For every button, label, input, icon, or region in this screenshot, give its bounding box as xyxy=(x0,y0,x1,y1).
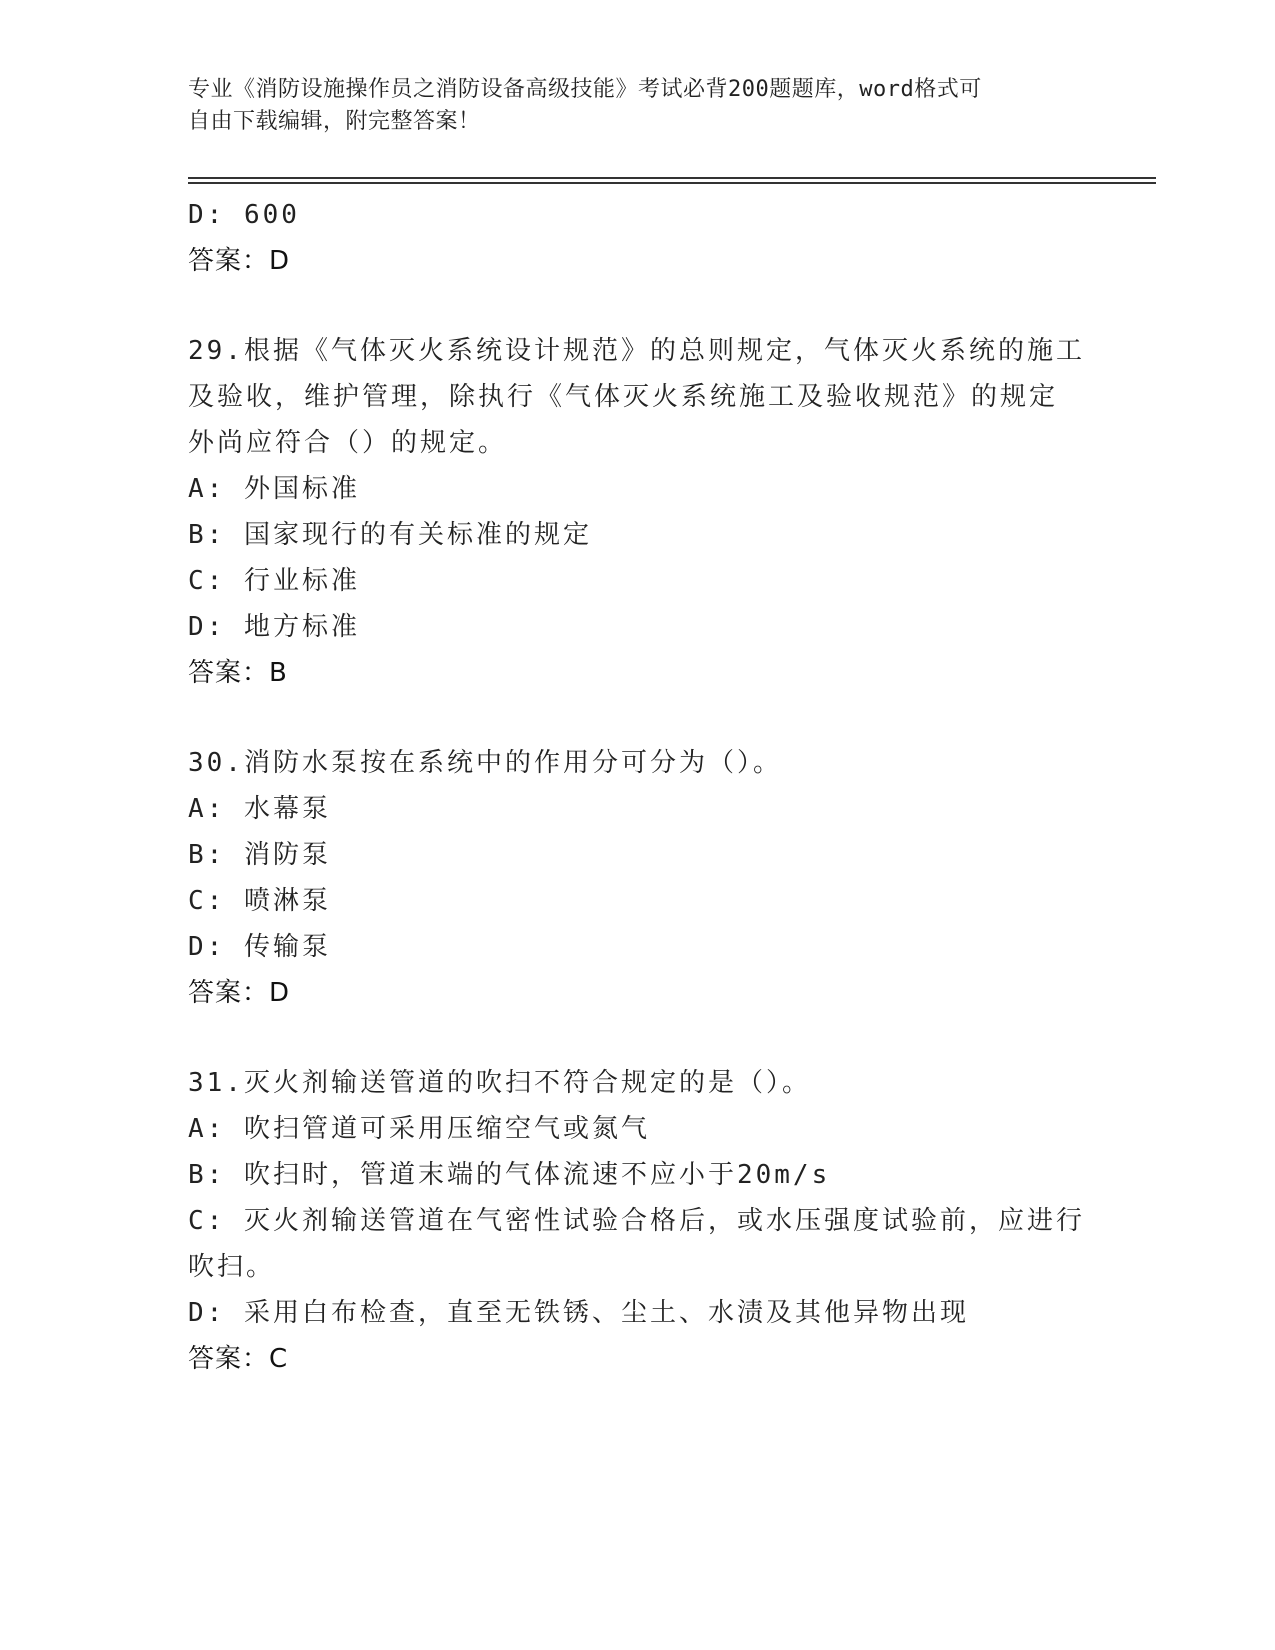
answer-line: 答案：D xyxy=(188,978,291,1008)
option-a: A: 吹扫管道可采用压缩空气或氮气 xyxy=(188,1114,650,1144)
question-stem: 30.消防水泵按在系统中的作用分可分为（）。 xyxy=(188,748,782,778)
question-30 xyxy=(188,740,1088,1016)
question-29 xyxy=(188,328,1088,696)
option-c: C: 喷淋泵 xyxy=(188,886,331,916)
question-stem: 29.根据《气体灭火系统设计规范》的总则规定，气体灭火系统的施工 xyxy=(188,336,1085,366)
option-a: A: 外国标准 xyxy=(188,474,360,504)
header-divider-top xyxy=(188,177,1156,179)
option-d: D: 地方标准 xyxy=(188,612,360,642)
answer-line: 答案：D xyxy=(188,246,291,276)
spacer xyxy=(188,284,1088,328)
question-stem: 及验收，维护管理，除执行《气体灭火系统施工及验收规范》的规定 xyxy=(188,382,1059,412)
question-31 xyxy=(188,1060,1088,1382)
option-a: A: 水幕泵 xyxy=(188,794,331,824)
spacer xyxy=(188,1016,1088,1060)
page-header xyxy=(188,74,1088,138)
answer-line: 答案：B xyxy=(188,658,288,688)
header-title-line-2: 自由下载编辑，附完整答案！ xyxy=(188,109,481,134)
option-b: B: 吹扫时，管道末端的气体流速不应小于20m/s xyxy=(188,1160,831,1190)
question-list xyxy=(188,192,1088,1382)
option-c: C: 灭火剂输送管道在气密性试验合格后，或水压强度试验前，应进行 xyxy=(188,1206,1085,1236)
option-d: D: 采用白布检查，直至无铁锈、尘土、水渍及其他异物出现 xyxy=(188,1298,969,1328)
option-c: C: 行业标准 xyxy=(188,566,360,596)
header-title-line-1: 专业《消防设施操作员之消防设备高级技能》考试必背200题题库，word格式可 xyxy=(188,77,982,102)
answer-line: 答案：C xyxy=(188,1344,289,1374)
option-c-continued: 吹扫。 xyxy=(188,1252,276,1282)
question-28-tail xyxy=(188,192,1088,284)
option-d: D: 600 xyxy=(188,200,300,230)
question-stem: 外尚应符合（）的规定。 xyxy=(188,428,508,458)
option-b: B: 国家现行的有关标准的规定 xyxy=(188,520,592,550)
option-b: B: 消防泵 xyxy=(188,840,331,870)
option-d: D: 传输泵 xyxy=(188,932,331,962)
spacer xyxy=(188,696,1088,740)
question-stem: 31.灭火剂输送管道的吹扫不符合规定的是（）。 xyxy=(188,1068,811,1098)
header-divider-bottom xyxy=(188,182,1156,184)
